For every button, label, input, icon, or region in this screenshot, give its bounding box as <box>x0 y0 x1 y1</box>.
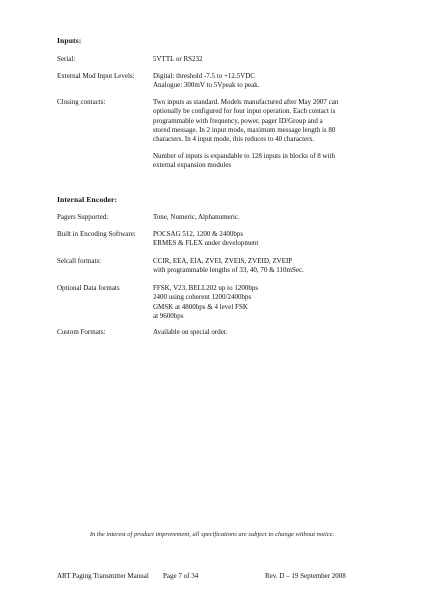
optional-line: 2400 using coherent 1200/2400bps <box>153 293 252 302</box>
custom-value-text: Available on special order. <box>153 328 228 336</box>
inputs-heading: Inputs: <box>57 36 82 45</box>
closing-contacts-label: Closing contacts: <box>57 98 106 106</box>
optional-line: at 9600bps <box>153 311 184 320</box>
built-in-value <box>153 230 378 249</box>
built-in-line: ERMES & FLEX under development <box>153 239 259 248</box>
footer-page-number: Page 7 of 34 <box>163 572 199 580</box>
optional-label: Optional Data formats <box>57 284 120 292</box>
footer-manual-title: ART Paging Transmitter Manual <box>57 572 149 580</box>
selcall-line: with programmable lengths of 33, 40, 70 & 110mSec. <box>153 266 304 275</box>
closing-contacts-line: optionally be configured for four input operation. Each contact is <box>153 107 336 116</box>
optional-line: GMSK at 4800bps & 4 level FSK <box>153 302 248 311</box>
closing-contacts-line: Two inputs as standard. Models manufactured after May 2007 can <box>153 98 339 106</box>
built-in-label: Built in Encoding Software: <box>57 230 136 238</box>
external-mod-label: External Mod Input Levels: <box>57 72 135 80</box>
serial-label: Serial: <box>57 55 76 63</box>
built-in-line: POCSAG 512, 1200 & 2400bps <box>153 230 244 238</box>
external-mod-line: Digital: threshold -7.5 to +12.5VDC <box>153 72 255 80</box>
selcall-value <box>153 257 378 276</box>
serial-value-text: 5VTTL or RS232 <box>153 55 203 63</box>
optional-line: FFSK, V23, BELL202 up to 1200bps <box>153 284 259 292</box>
encoder-heading: Internal Encoder: <box>57 195 118 204</box>
pagers-value <box>153 213 378 222</box>
selcall-line: CCIR, EEA, EIA, ZVEI, ZVEIS, ZVEID, ZVEIP <box>153 257 293 265</box>
change-notice: In the interest of product improvement, all specifications are subject to change without notice. <box>89 531 335 538</box>
expansion-note-line: Number of inputs is expandable to 128 inputs in blocks of 8 with <box>153 152 335 160</box>
custom-label: Custom Formats: <box>57 328 106 336</box>
serial-value <box>153 55 378 64</box>
pagers-label: Pagers Supported: <box>57 213 109 221</box>
external-mod-value <box>153 72 378 91</box>
selcall-label: Selcall formats: <box>57 257 102 265</box>
external-mod-line: Analogue: 300mV to 5Vpeak to peak. <box>153 81 260 90</box>
expansion-note <box>153 152 378 171</box>
expansion-note-line: external expansion modules <box>153 161 232 170</box>
footer-revision: Rev. D – 19 September 2008 <box>265 572 346 580</box>
pagers-value-text: Tone, Numeric, Alphanumeric. <box>153 213 240 221</box>
closing-contacts-line: programmable with frequency, power, pager ID/Group and a <box>153 116 323 125</box>
closing-contacts-line: characters. In 4 input mode, this reduces to 40 characters. <box>153 135 314 144</box>
closing-contacts-line: stored message. In 2 input mode, maximum message length is 80 <box>153 125 336 134</box>
optional-value <box>153 284 378 321</box>
custom-value <box>153 328 378 337</box>
closing-contacts-value <box>153 98 378 144</box>
